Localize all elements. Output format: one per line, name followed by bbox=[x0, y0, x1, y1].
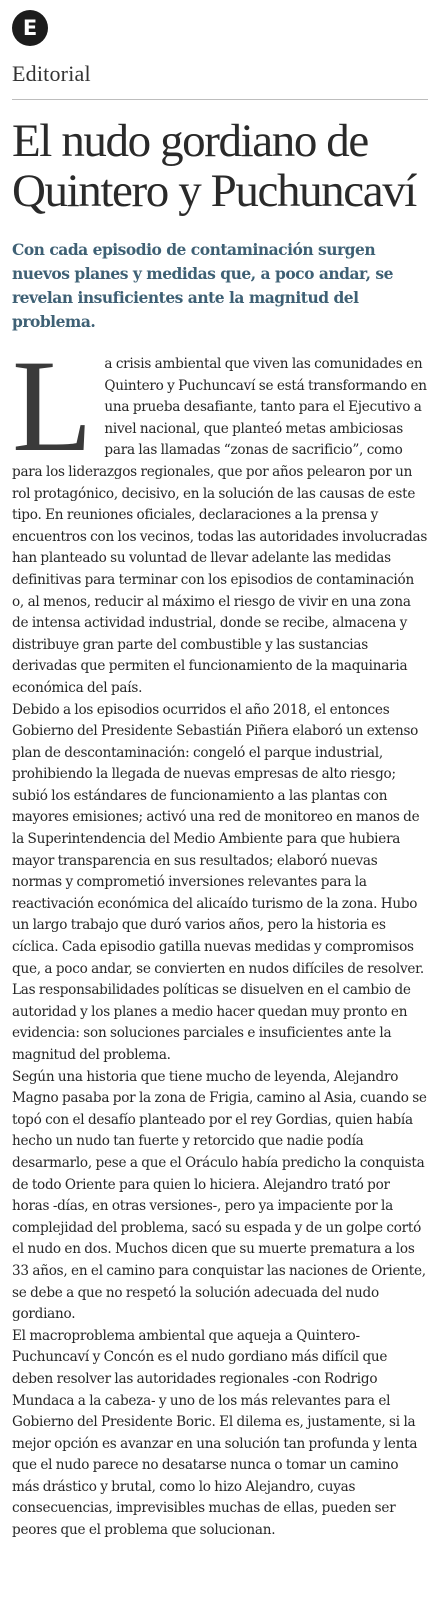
article-body bbox=[12, 332, 428, 1542]
headline-line-1: El nudo gordiano de bbox=[12, 115, 368, 167]
headline-line-2: Quintero y Puchuncaví bbox=[12, 165, 416, 217]
drop-cap: L bbox=[12, 332, 93, 479]
article-paragraph-1 bbox=[12, 332, 428, 700]
deck-subtitle: Con cada episodio de contaminación surgen nuevos planes y medidas que, a poco andar, se revelan insuficientes ante la magnitud del problema. bbox=[12, 240, 393, 331]
logo-letter: E bbox=[22, 15, 38, 40]
publication-logo bbox=[12, 10, 48, 46]
paragraph-1-text: a crisis ambiental que viven las comunidades en Quintero y Puchuncaví se está transformando en una prueba desafiante, tanto para el Ejecutivo a nivel nacional, que planteó metas ambiciosas para las llamadas “zonas de sacrificio”, como para los liderazgos regionales, que por años pelearon por un rol protagónico, decisivo, en la solución de las causas de este tipo. En reuniones oficiales, declaraciones a la prensa y encuentros con los vecinos, todas las autoridades involucradas han planteado su voluntad de llevar adelante las medidas definitivas para terminar con los episodios de contaminación o, al menos, reducir al máximo el riesgo de vivir en una zona de intensa actividad industrial, donde se recibe, almacena y distribuye gran parte del combustible y las sustancias derivadas que permiten el funcionamiento de la maquinaria económica del país. bbox=[12, 356, 428, 696]
headline bbox=[12, 116, 428, 216]
section-label: Editorial bbox=[12, 61, 91, 86]
article-paragraph-3: Según una historia que tiene mucho de leyenda, Alejandro Magno pasaba por la zona de Frigia, camino al Asia, cuando se topó con el desafío planteado por el rey Gordias, quien había hecho un nudo tan fuerte y retorcido que nadie podía desarmarlo, pese a que el Oráculo había predicho la conquista de todo Oriente para quien lo hiciera. Alejandro trató por horas -días, en otras versiones-, pero ya impaciente por la complejidad del problema, sacó su espada y de un golpe cortó el nudo en dos. Muchos dicen que su muerte prematura a los 33 años, en el camino para conquistar las naciones de Oriente, se debe a que no respetó la solución adecuada del nudo gordiano. bbox=[12, 1068, 427, 1323]
article-paragraph-2: Debido a los episodios ocurridos el año 2018, el entonces Gobierno del Presidente Sebastián Piñera elaboró un extenso plan de descontaminación: congeló el parque industrial, prohibiendo la llegada de nuevas empresas de alto riesgo; subió los estándares de funcionamiento a las plantas con mayores emisiones; activó una red de monitoreo en manos de la Superintendencia del Medio Ambiente para que hubiera mayor transparencia en sus resultados; elaboró nuevas normas y comprometió inversiones relevantes para la reactivación económica del alicaído turismo de la zona. Hubo un largo trabajo que duró varios años, pero la historia es cíclica. Cada episodio gatilla nuevas medidas y compromisos que, a poco andar, se convierten en nudos difíciles de resolver. Las responsabilidades políticas se disuelven en el cambio de autoridad y los planes a medio hacer quedan muy pronto en evidencia: son soluciones parciales e insuficientes ante la magnitud del problema. bbox=[12, 701, 424, 1063]
article-paragraph-4: El macroproblema ambiental que aqueja a Quintero-Puchuncaví y Concón es el nudo gordiano más difícil que deben resolver las autoridades regionales -con Rodrigo Mundaca a la cabeza- y uno de los más relevantes para el Gobierno del Presidente Boric. El dilema es, justamente, si la mejor opción es avanzar en una solución tan profunda y lenta que el nudo parece no desatarse nunca o tomar un camino más drástico y brutal, como lo hizo Alejandro, cuyas consecuencias, imprevisibles muchas de ellas, pueden ser peores que el problema que solucionan. bbox=[12, 1327, 418, 1539]
section-divider bbox=[12, 99, 428, 100]
